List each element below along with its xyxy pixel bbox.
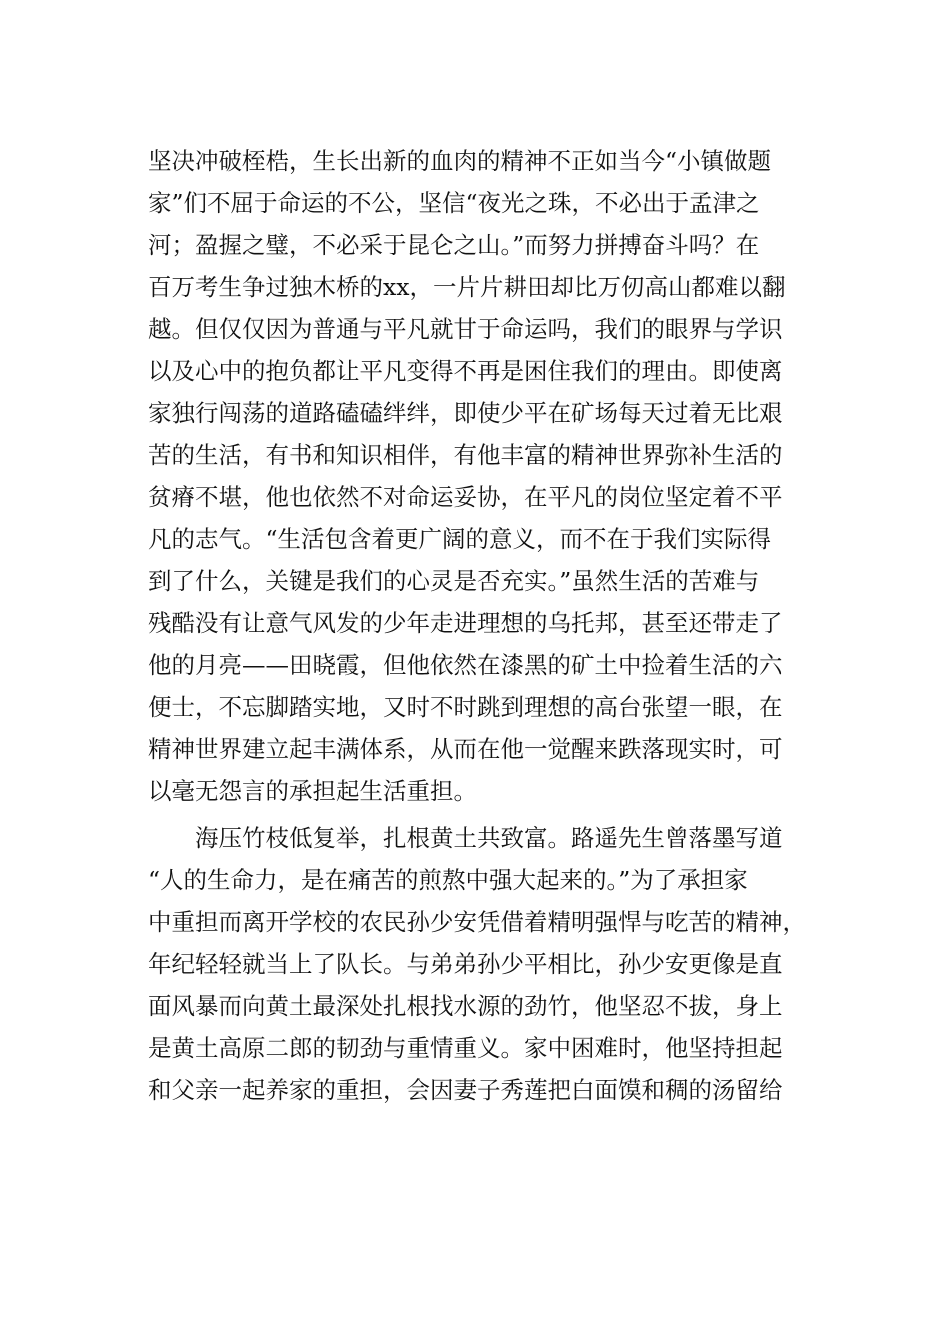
text-line: 残酷没有让意气风发的少年走进理想的乌托邦，甚至还带走了 — [148, 609, 783, 637]
text-line: 是黄土高原二郎的韧劲与重情重义。家中困难时，他坚持担起 — [148, 1034, 783, 1062]
text-line: 便士，不忘脚踏实地，又时不时跳到理想的高台张望一眼，在 — [148, 693, 783, 721]
text-line: 贫瘠不堪，他也依然不对命运妥协，在平凡的岗位坚定着不平 — [148, 483, 783, 511]
paragraph-1 — [148, 140, 838, 812]
text-line: 凡的志气。“生活包含着更广阔的意义，而不在于我们实际得 — [148, 525, 772, 553]
text-line: 面风暴而向黄土最深处扎根找水源的劲竹，他坚忍不拔，身上 — [148, 992, 783, 1020]
text-line: 到了什么，关键是我们的心灵是否充实。”虽然生活的苦难与 — [148, 567, 760, 595]
text-line: 苦的生活，有书和知识相伴，有他丰富的精神世界弥补生活的 — [148, 441, 783, 469]
text-line: 中重担而离开学校的农民孙少安凭借着精明强悍与吃苦的精神， — [148, 908, 806, 936]
text-line: 以及心中的抱负都让平凡变得不再是困住我们的理由。即使离 — [148, 357, 783, 385]
text-line: 以毫无怨言的承担起生活重担。 — [148, 777, 477, 805]
text-line: 年纪轻轻就当上了队长。与弟弟孙少平相比，孙少安更像是直 — [148, 950, 783, 978]
essay-body — [148, 140, 838, 1111]
text-line: 百万考生争过独木桥的xx，一片片耕田却比万仞高山都难以翻 — [148, 273, 786, 301]
text-line: 家”们不屈于命运的不公，坚信“夜光之珠，不必出于孟津之 — [148, 189, 760, 217]
text-line: 河；盈握之璧，不必采于昆仑之山。”而努力拼搏奋斗吗？在 — [148, 231, 760, 259]
text-line: 和父亲一起养家的重担，会因妻子秀莲把白面馍和稠的汤留给 — [148, 1076, 783, 1104]
text-line: 越。但仅仅因为普通与平凡就甘于命运吗，我们的眼界与学识 — [148, 315, 783, 343]
text-line: “人的生命力，是在痛苦的煎熬中强大起来的。”为了承担家 — [148, 866, 748, 894]
text-line: 坚决冲破桎梏，生长出新的血肉的精神不正如当今“小镇做题 — [148, 147, 772, 175]
text-line: 他的月亮——田晓霞，但他依然在漆黑的矿土中捡着生活的六 — [148, 651, 783, 679]
text-line: 家独行闯荡的道路磕磕绊绊，即使少平在矿场每天过着无比艰 — [148, 399, 783, 427]
text-line: 海压竹枝低复举，扎根黄土共致富。路遥先生曾落墨写道 — [195, 824, 783, 852]
paragraph-2 — [148, 817, 838, 1111]
text-line: 精神世界建立起丰满体系，从而在他一觉醒来跌落现实时，可 — [148, 735, 783, 763]
